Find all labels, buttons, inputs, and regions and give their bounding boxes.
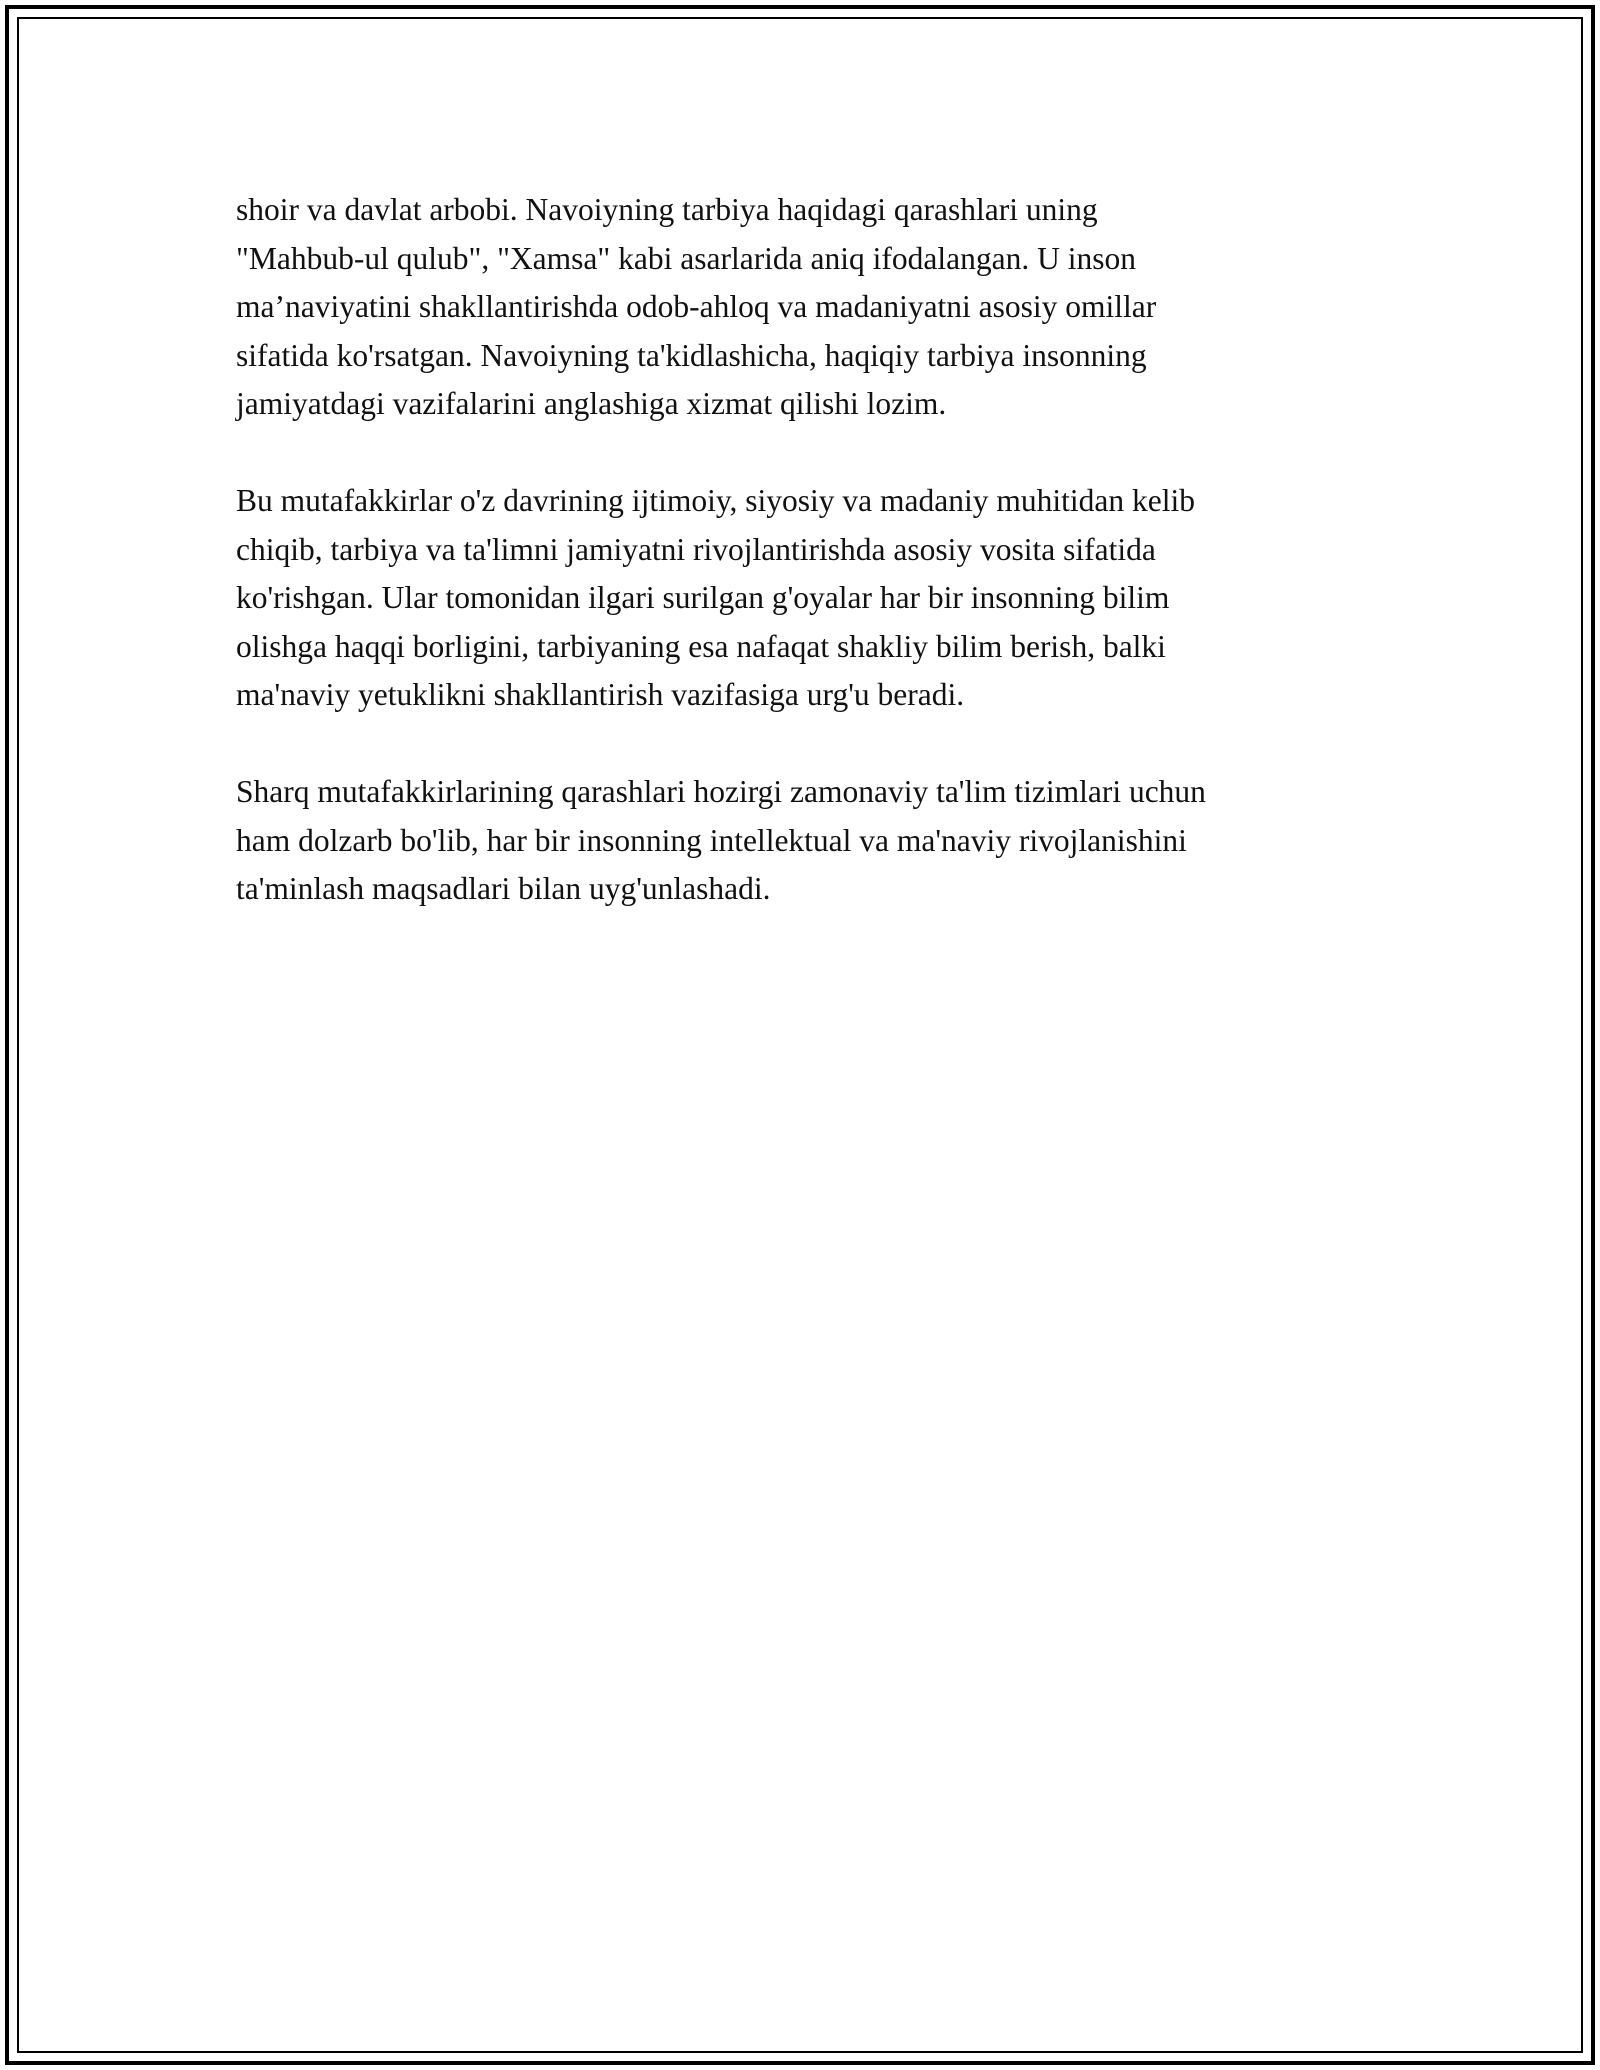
document-body xyxy=(236,186,1376,962)
paragraph-mutafakkirlar: Bu mutafakkirlar o'z davrining ijtimoiy, siyosiy va madaniy muhitidan kelib chiqib, tarbiya va ta'limni jamiyatni rivojlantirishda asosiy vosita sifatida ko'rishgan. Ular tomonidan ilgari surilgan g'oyalar har bir insonning bilim olishga haqqi borligini, tarbiyaning esa nafaqat shakliy bilim berish, balki ma'naviy yetuklikni shakllantirish vazifasiga urg'u beradi. xyxy=(236,483,1195,712)
paragraph-sharq: Sharq mutafakkirlarining qarashlari hozirgi zamonaviy ta'lim tizimlari uchun ham dolzarb bo'lib, har bir insonning intellektual va ma'naviy rivojlanishini ta'minlash maqsadlari bilan uyg'unlashadi. xyxy=(236,774,1206,906)
paragraph-navoiy: shoir va davlat arbobi. Navoiyning tarbiya haqidagi qarashlari uning "Mahbub-ul qulub", "Xamsa" kabi asarlarida aniq ifodalangan. U inson ma’naviyatini shakllantirishda odob-ahloq va madaniyatni asosiy omillar sifatida ko'rsatgan. Navoiyning ta'kidlashicha, haqiqiy tarbiya insonning jamiyatdagi vazifalarini anglashiga xizmat qilishi lozim. xyxy=(236,192,1157,421)
